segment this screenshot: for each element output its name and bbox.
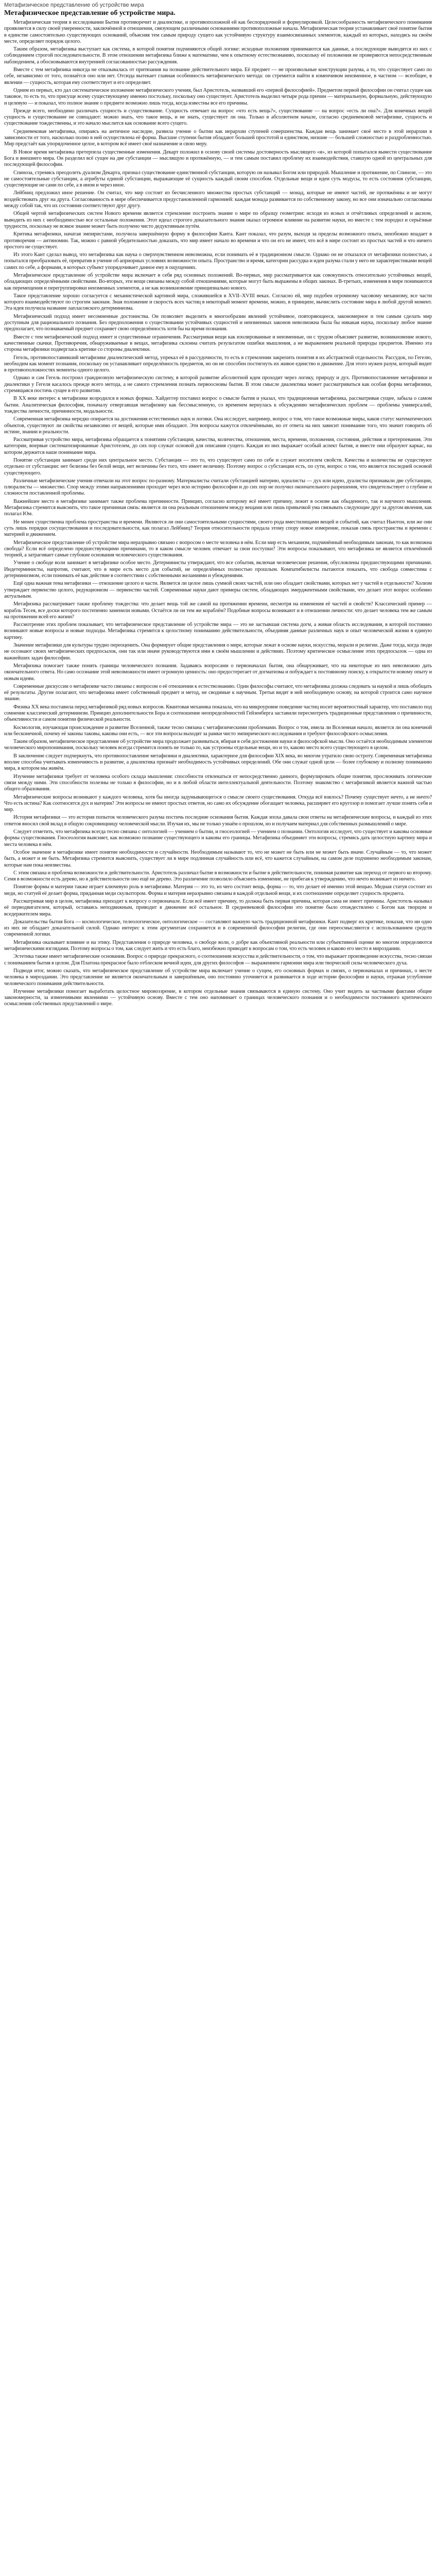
paragraph: Вместе с тем метафизика никогда не отказывалась от притязания на познание действительного мира. Её предмет — не произвольные конструкции разума, а то, что существует само по себе, независимо от того, познаётся оно или нет. Отсюда вытекает главная особенность метафизического метода: он стремится найти в изменчивом неизменное, в частном — всеобщее, в явлении — сущность, которая ему соответствует и его определяет. — [4, 67, 432, 86]
paragraph: Прежде всего, необходимо различать сущность и существование. Сущность отвечает на вопрос «что есть вещь?», существование — на вопрос «есть ли она?». Для конечных вещей сущность и существование не совпадают: можно знать, что такое вещь, и не знать, существует ли она. Только в абсолютном начале, согласно средневековой метафизике, сущность и существование тождественны, и это начало мыслится как основание всего сущего. — [4, 108, 432, 127]
paragraph: Понятие формы и материи также играет ключевую роль в метафизике. Материя — это то, из чего состоит вещь, форма — то, что делает её именно этой вещью. Медная статуя состоит из меди, но статуей её делает форма, приданная меди скульптором. Форма и материя неразрывно связаны в каждой отдельной вещи, и их соотношение определяет сущность предмета. — [4, 884, 432, 896]
paragraph: Особое значение в метафизике имеет понятие необходимости и случайности. Необходимым называют то, что не может не быть или не может быть иначе. Случайным — то, что может быть, а может и не быть. Метафизика стремится выяснить, существует ли в мире подлинная случайность или всё, что кажется случайным, на самом деле подчинено необходимым законам, которые нам пока неизвестны. — [4, 849, 432, 868]
document-page — [0, 0, 436, 1012]
paragraph: Вместе с тем метафизический подход имеет и существенные ограничения. Рассматривая вещи как изолированные и неизменные, он с трудом объясняет развитие, возникновение нового, качественные скачки. Противоречия, обнаруживаемые в вещах, метафизика склонна считать результатом ошибки мышления, а не выражением реальной природы предметов. Именно эта сторона метафизики подверглась критике со стороны диалектики. — [4, 334, 432, 353]
paragraph: Метафизические вопросы возникают у каждого человека, хотя бы иногда задумывающегося о смысле своего существования. Откуда всё взялось? Почему существует нечто, а не ничто? Что есть истина? Как соотносятся дух и материя? Эти вопросы не имеют простых ответов, но само их обсуждение обогащает человека, расширяет его кругозор и помогает лучше понять себя и мир. — [4, 794, 432, 813]
paragraph: Метафизическая теория в исследовании Бытия противоречит и диалектике, и противоположной ей как беспорядочной и формулировкой. Целесообразность метафизического понимания проявляется в силу своей умеренности, заключённой в отношении, связующем различными основаниями противоположные начала. Метафизическая теория устанавливает своё понятие бытия в единстве самостоятельно существующих оснований, объясняя тем самым природу сущего как устойчивую структуру взаимосвязанных элементов, каждый из которых, находясь на своём месте, определяет порядок целого. — [4, 20, 432, 44]
paragraph: Подводя итог, можно сказать, что метафизическое представление об устройстве мира включает учение о сущем, его основных формах и связях, о первоначалах и причинах, о месте человека в мироздании. Это представление не является окончательным и завершённым, оно постоянно уточняется и развивается в ходе истории философии и науки, отражая углубление человеческого понимания действительности. — [4, 968, 432, 987]
paragraph: Однако и сам Гегель построил грандиозную метафизическую систему, в которой развитие абсолютной идеи проходит через логику, природу и дух. Противопоставление метафизики и диалектики у Гегеля касалось прежде всего метода, а не самого стремления познать первоосновы бытия. В этом смысле диалектика может рассматриваться как особая форма метафизики, стремящаяся постичь сущее в его развитии. — [4, 375, 432, 394]
paragraph: Учение о свободе воли занимает в метафизике особое место. Детерминисты утверждают, что все события, включая человеческие решения, обусловлены предшествующими причинами. Индетерминисты, напротив, считают, что в мире есть место для событий, не определённых полностью прошлым. Компатибилисты пытаются показать, что свобода совместима с детерминизмом, если понимать её как действие в соответствии с собственными желаниями и убеждениями. — [4, 560, 432, 579]
paragraph: Современные дискуссии о метафизике часто связаны с вопросом о её отношении к естествознанию. Одни философы считают, что метафизика должна следовать за наукой и лишь обобщать её результаты. Другие полагают, что метафизика имеет собственный предмет и метод, не сводимые к научным. Третьи видят в ней необходимую основу, на которой строится само научное знание. — [4, 683, 432, 702]
document-title: Метафизическое представление об устройстве мира. — [4, 9, 176, 17]
paragraph: Метафизический подход имеет несомненные достоинства. Он позволяет выделить в многообразии явлений устойчивое, повторяющееся, закономерное и тем самым сделать мир доступным для рационального познания. Без предположения о существовании устойчивых сущностей и неизменных законов невозможна была бы никакая наука, поскольку любое знание предполагает, что познаваемый предмет сохраняет свою определённость хотя бы на время познания. — [4, 313, 432, 332]
paragraph: История метафизики — это история попыток человеческого разума постичь последние основания бытия. Каждая эпоха давала свои ответы на метафизические вопросы, и каждый из этих ответов вносил свой вклад в общую сокровищницу человеческой мысли. Изучая их, мы не только узнаём о прошлом, но и получаем материал для собственных размышлений о мире. — [4, 815, 432, 827]
paragraph: Ещё одна важная тема метафизики — отношение целого и части. Является ли целое лишь суммой своих частей, или оно обладает свойствами, которых нет у частей в отдельности? Холизм утверждает первенство целого, редукционизм — первенство частей. Современные науки дают примеры систем, обладающих эмерджентными свойствами, что делает этот вопрос особенно актуальным. — [4, 581, 432, 599]
paragraph: Современная метафизика нередко опирается на достижения естественных наук и логики. Она исследует, например, вопрос о том, что такое возможные миры, каков статус математических объектов, существуют ли свойства независимо от вещей, которые ими обладают. Эти вопросы кажутся отвлечёнными, но от ответа на них зависит понимание того, что значит говорить об истине, знании и реальности. — [4, 416, 432, 435]
paragraph: Понятие субстанции занимает среди них центральное место. Субстанция — это то, что существует само по себе и служит носителем свойств. Качества и количества не существуют отдельно от субстанции: нет белизны без белой вещи, нет величины без того, что имеет величину. Поэтому вопрос о субстанции есть, по сути, вопрос о том, что является последней основой существующего. — [4, 457, 432, 476]
paragraph: Эстетика также имеет метафизические основания. Вопрос о природе прекрасного, о соотношении искусства и действительности, о том, что выражает произведение искусства, тесно связан с пониманием бытия в целом. Для Платона прекрасное было отблеском вечной идеи, для других философов — выражением гармонии мира или творческой силы человеческого духа. — [4, 954, 432, 966]
paragraph: Рассмотрение этих проблем показывает, что метафизическое представление об устройстве мира — это не застывшая система догм, а живая область исследования, в которой постоянно возникают новые вопросы и новые подходы. Метафизика стремится к целостному пониманию действительности, объединяя данные различных наук и опыт человеческой жизни в единую картину. — [4, 622, 432, 640]
paragraph: Физика XX века поставила перед метафизикой ряд новых вопросов. Квантовая механика показала, что на микроуровне поведение частиц носит вероятностный характер, что поставило под сомнение классический детерминизм. Принцип дополнительности Бора и соотношение неопределённостей Гейзенберга заставили пересмотреть традиционные представления о причинности, объективности и самом понятии физической реальности. — [4, 704, 432, 723]
paragraph: В Новое время метафизика претерпела существенные изменения. Декарт положил в основу своей системы достоверность мыслящего «я», из которой попытался вывести существование Бога и внешнего мира. Он разделил всё сущее на две субстанции — мыслящую и протяжённую, — и тем самым поставил проблему их взаимодействия, ставшую одной из центральных для последующей философии. — [4, 149, 432, 168]
paragraph: Рассматривая мир в целом, метафизика приходит к вопросу о первоначале. Если всё имеет причину, то должна быть первая причина, которая сама не имеет причины. Аристотель называл её перводвигателем, который, оставаясь неподвижным, приводит в движение всё остальное. В средневековой философии это понятие было отождествлено с Богом как творцом и вседержителем мира. — [4, 899, 432, 917]
paragraph: Таким образом, метафизическое представление об устройстве мира продолжает развиваться, вбирая в себя достижения науки и философской мысли. Оно остаётся необходимым элементом человеческого миропонимания, поскольку человек всегда стремится понять не только то, как устроены отдельные вещи, но и то, каково место всего существующего в целом. — [4, 739, 432, 751]
paragraph: Доказательства бытия Бога — космологическое, телеологическое, онтологическое — составляют важную часть традиционной метафизики. Кант подверг их критике, показав, что ни одно из них не обладает доказательной силой. Однако интерес к этим аргументам сохраняется и в современной философии религии, где они переосмысляются с использованием средств современной логики. — [4, 919, 432, 938]
paragraph: Изучение метафизики помогает выработать целостное мировоззрение, в котором отдельные знания связываются в единую систему. Оно учит видеть за частными фактами общие закономерности, за изменчивыми явлениями — устойчивую основу. Вместе с тем оно напоминает о границах человеческого познания и о необходимости постоянного критического осмысления собственных представлений о мире. — [4, 988, 432, 1007]
paragraph: Не менее существенна проблема пространства и времени. Являются ли они самостоятельными сущностями, своего рода вместилищами вещей и событий, как считал Ньютон, или же они суть лишь порядки сосуществования и последовательности, как полагал Лейбниц? Теория относительности придала этому спору новое измерение, показав связь пространства и времени с материей и движением. — [4, 519, 432, 538]
paragraph: Метафизика рассматривает также проблему тождества: что делает вещь той же самой на протяжении времени, несмотря на изменения её частей и свойств? Классический пример — корабль Тесея, все доски которого постепенно заменили новыми. Остаётся ли он тем же кораблём? Подобные вопросы возникают и в отношении личности: что делает человека тем же самым на протяжении всей его жизни? — [4, 601, 432, 620]
paragraph: Метафизическое представление об устройстве мира неразрывно связано с вопросом о месте человека в нём. Если мир есть механизм, подчинённый необходимым законам, то как возможна свобода? Если всё определено предшествующими причинами, то в каком смысле человек отвечает за свои поступки? Эти вопросы показывают, что метафизика не является отвлечённой теорией, а затрагивает самые глубокие основания человеческого существования. — [4, 539, 432, 558]
paragraph: Важнейшее место в метафизике занимает также проблема причинности. Принцип, согласно которому всё имеет причину, лежит в основе как обыденного, так и научного мышления. Метафизика стремится выяснить, что такое причинная связь: является ли она реальным отношением между вещами или лишь привычкой ума связывать следующие друг за другом явления, как полагал Юм. — [4, 498, 432, 517]
paragraph: В XX веке интерес к метафизике возродился в новых формах. Хайдеггер поставил вопрос о смысле бытия и указал, что традиционная метафизика, рассматривая сущее, забыла о самом бытии. Аналитическая философия, поначалу отвергавшая метафизику как бессмысленную, со временем вернулась к обсуждению метафизических проблем — проблемы универсалий, тождества личности, причинности, модальности. — [4, 396, 432, 414]
paragraph: Средневековая метафизика, опираясь на античное наследие, развила учение о бытии как иерархии ступеней совершенства. Каждая вещь занимает своё место в этой иерархии в зависимости от того, насколько полно в ней осуществлена её форма. Высшие ступени бытия обладают большей простотой и единством, низшие — большей сложностью и раздробленностью. Мир предстаёт как упорядоченное целое, в котором всё имеет своё назначение и свою меру. — [4, 128, 432, 147]
paragraph: Общей чертой метафизических систем Нового времени является стремление построить знание о мире по образцу геометрии: исходя из ясных и отчётливых определений и аксиом, выводить из них с необходимостью все остальные положения. Этот идеал строгого доказательного знания оказал огромное влияние на развитие науки, но вместе с тем породил и серьёзные трудности, поскольку не всякое знание может быть получено чисто дедуктивным путём. — [4, 211, 432, 229]
paragraph: Следует отметить, что метафизика всегда тесно связана с онтологией — учением о бытии, и гносеологией — учением о познании. Онтология исследует, что существует и каковы основные формы существования. Гносеология выясняет, как возможно познание существующего и каковы его границы. Метафизика объединяет эти вопросы, стремясь дать целостную картину мира и места человека в нём. — [4, 829, 432, 848]
paragraph: Метафизика оказывает влияние и на этику. Представления о природе человека, о свободе воли, о добре как объективной реальности или субъективной оценке во многом определяются метафизическими взглядами. Поэтому вопросы о том, как следует жить и что есть благо, неизбежно приводят к вопросам о том, что есть человек и каково его место в мироздании. — [4, 939, 432, 952]
paragraph: Такое представление хорошо согласуется с механистической картиной мира, сложившейся в XVII–XVIII веках. Согласно ей, мир подобен огромному часовому механизму, все части которого взаимодействуют по строгим законам. Зная положение и скорость всех частиц в некоторый момент времени, можно, в принципе, вычислить состояние мира в любой другой момент. Эта идея получила название лапласовского детерминизма. — [4, 293, 432, 312]
paragraph: Изучение метафизики требует от человека особого склада мышления: способности отвлекаться от непосредственно данного, формулировать общие понятия, прослеживать логические связи между ними. Эти способности полезны не только в философии, но и в любой области интеллектуальной деятельности. Поэтому знакомство с метафизикой является важной частью общего образования. — [4, 773, 432, 792]
paragraph: С этим связана и проблема возможности и действительности. Аристотель различал бытие в возможности и бытие в действительности, понимая развитие как переход от первого ко второму. Семя в возможности есть дерево, но в действительности оно ещё не дерево. Это различение позволило объяснить изменение, не прибегая к утверждению, что нечто возникает из ничего. — [4, 870, 432, 883]
paragraph: Одним из первых, кто дал систематическое изложение метафизического учения, был Аристотель, назвавший его «первой философией». Предметом первой философии он считал сущее как таковое, то есть то, что присуще всему существующему именно постольку, поскольку оно существует. Аристотель выделил четыре рода причин — материальную, формальную, действующую и целевую — и показал, что полное знание о предмете возможно лишь тогда, когда известны все его причины. — [4, 87, 432, 106]
paragraph: В заключение следует подчеркнуть, что противопоставление метафизики и диалектики, характерное для философии XIX века, во многом утратило свою остроту. Современная метафизика вполне способна учитывать изменчивость и развитие, а диалектика признаёт необходимость устойчивых определений. Обе они служат одной цели — более глубокому и полному пониманию мира, в котором мы живём. — [4, 753, 432, 772]
paragraph: Различные метафизические учения отвечали на этот вопрос по-разному. Материалисты считали субстанцией материю, идеалисты — дух или идею, дуалисты признавали две субстанции, плюралисты — множество. Спор между этими направлениями проходит через всю историю философии и до сих пор не получил окончательного разрешения, что свидетельствует о глубине и сложности поставленной проблемы. — [4, 478, 432, 497]
paragraph: Из этого Кант сделал вывод, что метафизика как наука о сверхчувственном невозможна, если понимать её в традиционном смысле. Однако он не отказался от метафизики полностью, а попытался преобразовать её, превратив в учение об априорных условиях возможности опыта. Пространство и время, категории рассудка и идеи разума стали у него не характеристиками вещей самих по себе, а формами, в которых субъект упорядочивает данное ему в ощущениях. — [4, 252, 432, 270]
paragraph: Метафизическое представление об устройстве мира включает в себя ряд основных положений. Во-первых, мир рассматривается как совокупность относительно устойчивых вещей, обладающих определёнными свойствами. Во-вторых, эти вещи связаны между собой отношениями, которые могут быть выражены в общих законах. В-третьих, изменения в мире понимаются как перемещения и перегруппировки неизменных элементов, а не как возникновение принципиально нового. — [4, 272, 432, 291]
document-body — [4, 20, 432, 1009]
document-header: Метафизическое представление об устройстве мира — [4, 2, 144, 8]
paragraph: Лейбниц предложил иное решение. Он считал, что мир состоит из бесчисленного множества простых субстанций — монад, которые не имеют частей, не протяжённы и не могут воздействовать друг на друга. Согласованность в мире обеспечивается предустановленной гармонией: каждая монада развивается по собственному закону, но все они изначально согласованы между собой так, что их состояния соответствуют друг другу. — [4, 190, 432, 209]
paragraph: Метафизика помогает также понять границы человеческого познания. Задаваясь вопросами о первоначалах бытия, она обнаруживает, что на некоторые из них невозможно дать окончательного ответа. Но само осознание этой невозможности имеет огромную ценность: оно предостерегает от догматизма и побуждает к постоянному поиску, к открытости новому опыту и новым идеям. — [4, 663, 432, 682]
paragraph: Космология, изучающая происхождение и развитие Вселенной, также тесно связана с метафизическими проблемами. Вопрос о том, имела ли Вселенная начало, является ли она конечной или бесконечной, почему её законы таковы, каковы они есть, — все эти вопросы выходят за рамки чисто эмпирического исследования и требуют философского осмысления. — [4, 724, 432, 737]
paragraph: Значение метафизики для культуры трудно переоценить. Она формирует общие представления о мире, которые лежат в основе науки, искусства, морали и религии. Даже тогда, когда люди не осознают своих метафизических предпосылок, они так или иначе руководствуются ими в своём мышлении и действиях. Поэтому критическое осмысление этих предпосылок — одна из важнейших задач философии. — [4, 642, 432, 661]
paragraph: Спиноза, стремясь преодолеть дуализм Декарта, признал существование единственной субстанции, которую он называл Богом или природой. Мышление и протяжение, по Спинозе, — это не самостоятельные субстанции, а атрибуты единой субстанции, выражающие её сущность каждый своим способом. Отдельные вещи и идеи суть модусы, то есть состояния субстанции, существующие не сами по себе, а в ином и через иное. — [4, 170, 432, 189]
paragraph: Гегель, противопоставивший метафизике диалектический метод, упрекал её в рассудочности, то есть в стремлении закрепить понятия в их абстрактной отдельности. Рассудок, по Гегелю, необходим как момент познания, поскольку он устанавливает определённость предметов, но он не способен постигнуть их живое единство и движение. Для этого нужен разум, который видит в противоположностях моменты одного целого. — [4, 354, 432, 374]
paragraph: Таким образом, метафизика выступает как система, в которой понятия подчиняются общей логике: исходные положения принимаются как данные, а последующие выводятся из них с соблюдением строгой последовательности. В этом отношении метафизика ближе к математике, чем к опытному естествознанию, поскольку её положения не проверяются непосредственным наблюдением, а обосновываются внутренней согласованностью рассуждения. — [4, 46, 432, 65]
paragraph: Критика метафизики, начатая эмпиристами, получила завершённую форму в философии Канта. Кант показал, что разум, выходя за пределы возможного опыта, неизбежно впадает в противоречия — антиномии. Так, можно с равной убедительностью доказать, что мир имеет начало во времени и что он его не имеет, что всё в мире состоит из простых частей и что ничего простого не существует. — [4, 231, 432, 250]
paragraph: Рассматривая устройство мира, метафизика обращается к понятиям субстанции, качества, количества, отношения, места, времени, положения, состояния, действия и претерпевания. Эти категории, впервые систематизированные Аристотелем, до сих пор служат основой для описания сущего. Каждая из них выражает особый аспект бытия, и вместе они образуют каркас, на котором держится наше понимание мира. — [4, 437, 432, 455]
